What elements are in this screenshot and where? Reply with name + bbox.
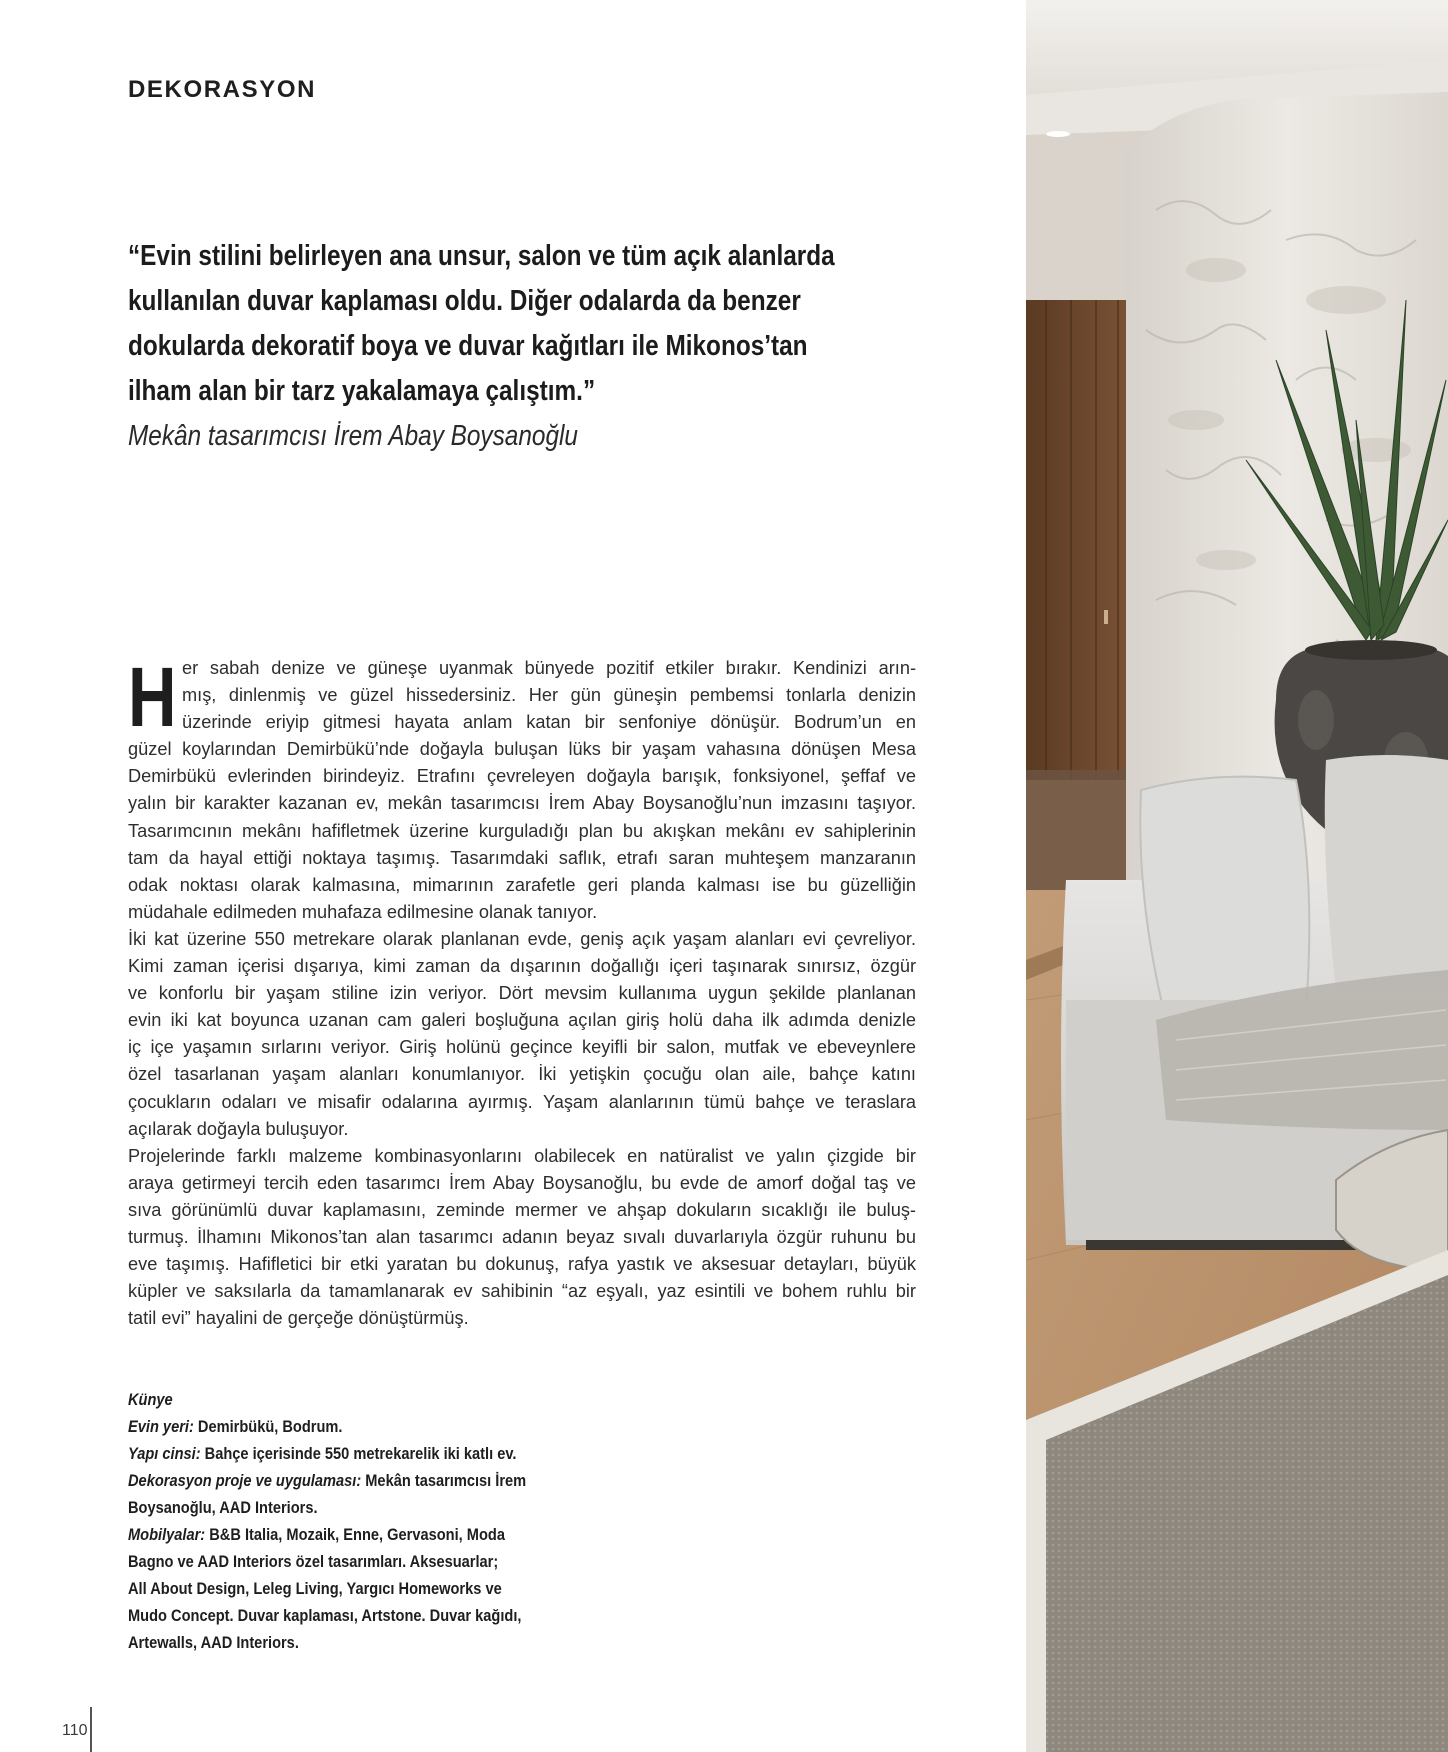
credits-box [128,1386,688,1656]
credits-value: Bahçe içerisinde 550 metrekarelik iki katlı ev. [200,1444,517,1463]
pull-quote-line: “Evin stilini belirleyen ana unsur, salon ve tüm açık alanlarda [128,240,835,272]
article-line: odak noktası olarak kalmasına, mimarının zarafetle geri planda kalması ise bu güzelliğin [128,874,916,895]
article-line: üzerinde eriyip gitmesi hayata anlam katan bir senfoniye dönüşür. Bodrum’un en [182,712,916,733]
drop-cap: H [128,650,177,744]
pull-quote-line: dokularda dekoratif boya ve duvar kağıtları ile Mikonos’tan [128,330,808,362]
page-number-rule [90,1707,92,1752]
article-line: araya getirmeyi tercih eden tasarımcı İrem Abay Boysanoğlu, bu evde de amorf doğal taş ve [128,1172,916,1193]
credits-value: Mekân tasarımcısı İrem [361,1471,527,1490]
article-line: çocukların odaları ve misafir odalarına ayırmış. Yaşam alanlarının tümü bahçe ve teraslara [128,1091,916,1112]
credits-value: All About Design, Leleg Living, Yargıcı Homeworks ve [128,1579,502,1598]
article-line: Projelerinde farklı malzeme kombinasyonlarını olabilecek en natüralist ve yalın çizgide bir [128,1145,916,1166]
credits-label: Yapı cinsi: [128,1444,201,1463]
credits-row [128,1413,610,1440]
interior-photo [1026,0,1448,1752]
credits-heading: Künye [128,1390,173,1409]
credits-row [128,1440,610,1467]
article-line: müdahale edilmeden muhafaza edilmesine olanak tanıyor. [128,901,598,922]
credits-row [128,1494,610,1521]
living-room-photo [1026,0,1448,1752]
credits-label: Mobilyalar: [128,1525,206,1544]
pull-quote-line: ilham alan bir tarz yakalamaya çalıştım.” [128,375,596,407]
article-line: tatil evi” hayalini de gerçeğe dönüştürmüş. [128,1308,469,1329]
article-line: İki kat üzerine 550 metrekare olarak planlanan evde, geniş açık yaşam alanları evi çevreliyor. [128,928,916,949]
credits-value: Artewalls, AAD Interiors. [128,1633,299,1652]
article-body [128,650,916,1332]
credits-row [128,1629,610,1656]
article-line: turmuş. İlhamını Mikonos’tan alan tasarımcı adanın beyaz sıvalı duvarlarıyla özgür ruhunu bu [128,1226,916,1247]
article-line: tam da hayal ettiği noktaya taşımış. Tasarımdaki saflık, etrafı saran muhteşem manzaranın [128,847,916,868]
credits-label: Dekorasyon proje ve uygulaması: [128,1471,362,1490]
credits-row [128,1548,610,1575]
article-line: iç içe yaşamın sırlarını veriyor. Giriş holünü geçince keyifli bir salon, mutfak ve ebeveynlere [128,1037,916,1058]
article-line: yalın bir karakter kazanan ev, mekân tasarımcısı İrem Abay Boysanoğlu’nun imzasını taşıyor. [128,793,916,814]
article-line: ve konforlu bir yaşam stiline izin veriyor. Dört mevsim kullanıma uygun şekilde planlanan [128,983,916,1004]
article-line: mış, dinlenmiş ve güzel hissedersiniz. Her gün güneşin pembemsi tonlarla denizin [182,685,916,706]
page-number: 110 [62,1722,88,1739]
credits-row [128,1467,610,1494]
credits-value: Mudo Concept. Duvar kaplaması, Artstone. Duvar kağıdı, [128,1606,522,1625]
article-line: er sabah denize ve güneşe uyanmak bünyede pozitif etkiler bırakır. Kendinizi arın- [182,658,916,678]
article-line: küpler ve saksılarla da tamamlanarak ev sahibinin “az eşyalı, yaz esintili ve bohem ruhlu bir [128,1281,916,1302]
credits-row [128,1521,610,1548]
credits-value: Demirbükü, Bodrum. [193,1417,343,1436]
pull-quote [128,234,868,458]
article-line: Demirbükü evlerinden birindeyiz. Etrafını çevreleyen doğayla barışık, fonksiyonel, şeffaf ve [128,766,916,787]
credits-label: Evin yeri: [128,1417,194,1436]
credits-row [128,1575,610,1602]
article-line: Kimi zaman içerisi dışarıya, kimi zaman da dışarının doğallığı içeri taşınarak sınırsız, özgür [128,956,916,977]
pull-quote-line: kullanılan duvar kaplaması oldu. Diğer odalarda da benzer [128,285,801,317]
article-line: Tasarımcının mekânı hafifletmek üzerine kurguladığı plan bu akışkan mekânı ev sahiplerinin [128,820,916,841]
credits-value: Bagno ve AAD Interiors özel tasarımları. Aksesuarlar; [128,1552,499,1571]
article-line: eve taşımış. Hafifletici bir etki yaratan bu dokunuş, rafya yastık ve aksesuar detayları, büyük [128,1254,916,1275]
credits-row [128,1602,610,1629]
credits-value: Boysanoğlu, AAD Interiors. [128,1498,318,1517]
article-line: sıva görünümlü duvar kaplamasını, zeminde mermer ve ahşap dokuların sıcaklığı ile buluş- [128,1199,916,1220]
section-label: DEKORASYON [128,76,317,103]
article-line: güzel koylarından Demirbükü’nde doğayla buluşan lüks bir yaşam vahasına dönüşen Mesa [128,739,916,760]
article-line: evin iki kat boyunca uzanan cam galeri boşluğuna açılan giriş holü daha ilk adımda denizle [128,1010,916,1031]
pull-quote-attribution: Mekân tasarımcısı İrem Abay Boysanoğlu [128,420,578,452]
article-line: özel tasarlanan yaşam alanları konumlanıyor. İki yetişkin çocuğu olan aile, bahçe katını [128,1064,916,1085]
article-line: açılarak doğayla buluşuyor. [128,1118,349,1139]
credits-value: B&B Italia, Mozaik, Enne, Gervasoni, Moda [205,1525,505,1544]
